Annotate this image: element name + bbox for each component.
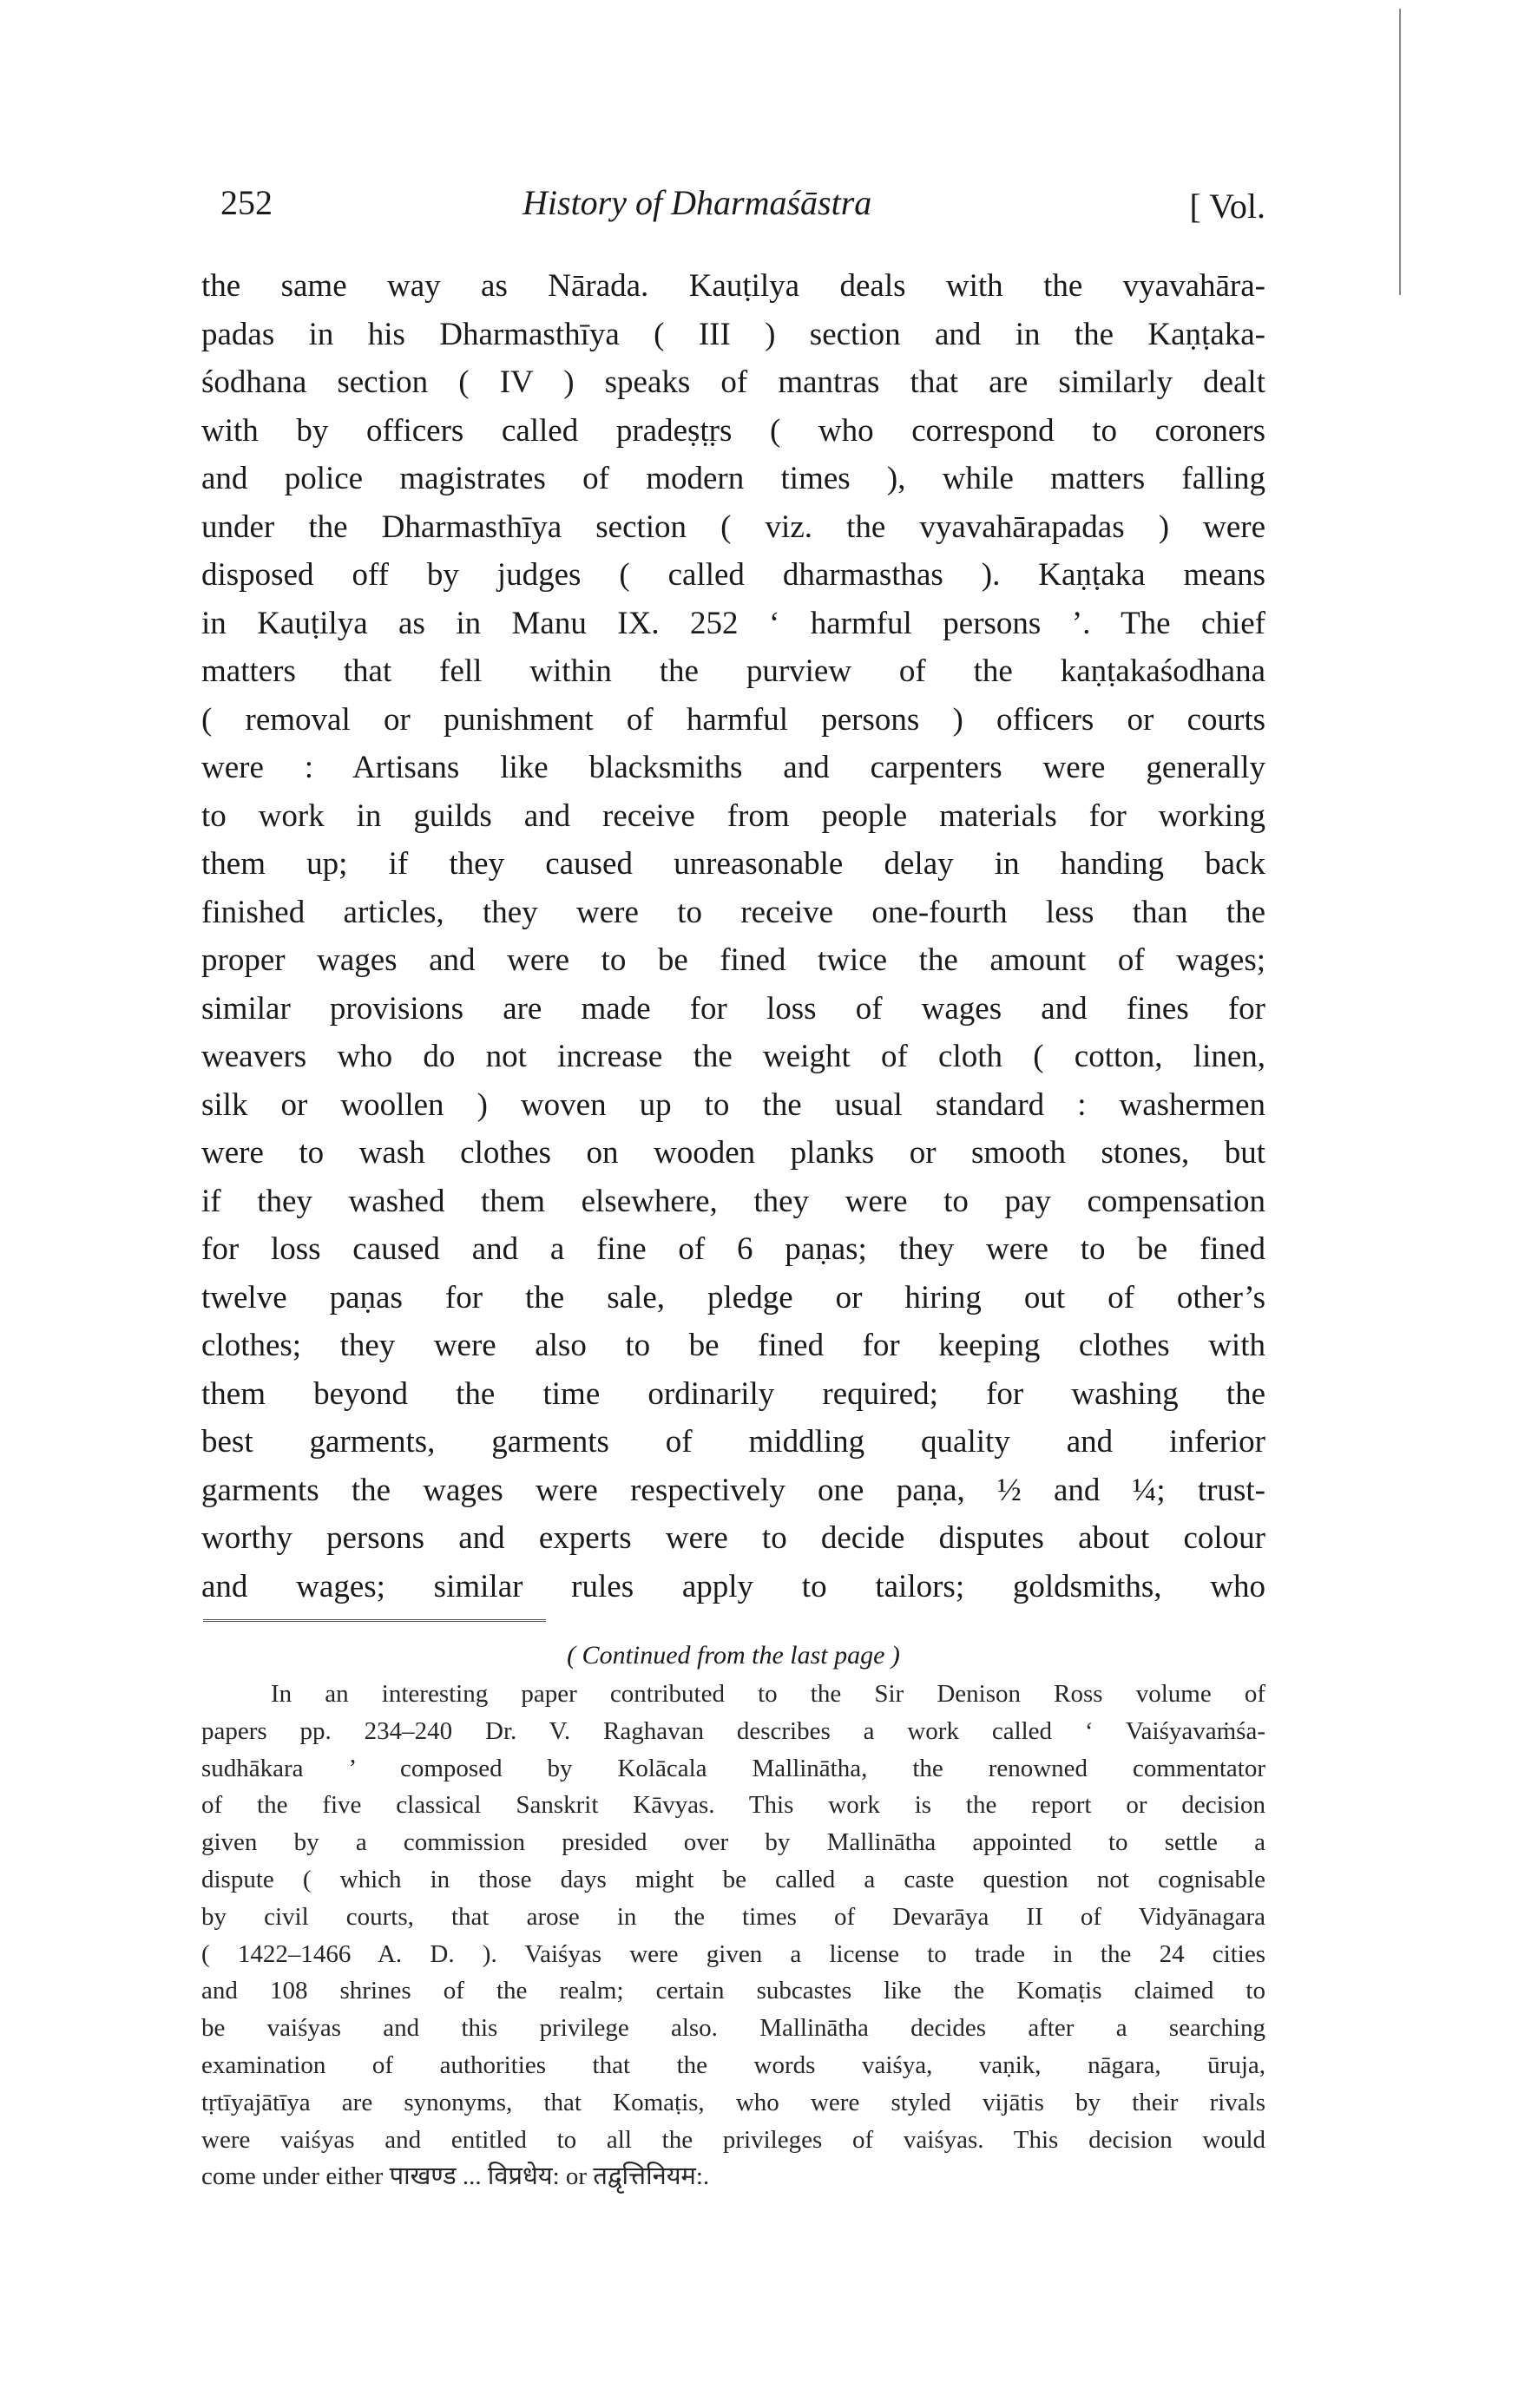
running-title: History of Dharmaśāstra [523, 183, 872, 222]
scan-margin-line [1399, 9, 1401, 295]
volume-label: [ Vol. [1189, 187, 1265, 226]
page-number: 252 [220, 183, 273, 222]
text-line: best garments, garments of middling quality and inferior [201, 1424, 1265, 1460]
footnote-line: In an interesting paper contributed to the Sir Denison Ross volume of [271, 1680, 1265, 1708]
text-line: to work in guilds and receive from people materials for working [201, 797, 1265, 834]
text-line: proper wages and were to be fined twice the amount of wages; [201, 942, 1265, 978]
text-line: were to wash clothes on wooden planks or smooth stones, but [201, 1135, 1265, 1171]
text-line: worthy persons and experts were to decide disputes about colour [201, 1520, 1265, 1556]
text-line: ( removal or punishment of harmful persons ) officers or courts [201, 701, 1265, 738]
text-line: finished articles, they were to receive one-fourth less than the [201, 894, 1265, 930]
footnote-line: of the five classical Sanskrit Kāvyas. This work is the report or decision [201, 1791, 1265, 1820]
text-line: padas in his Dharmasthīya ( III ) section and in the Kaṇṭaka- [201, 316, 1265, 352]
text-line: garments the wages were respectively one paṇa, ½ and ¼; trust- [201, 1472, 1265, 1508]
footnote-line: and 108 shrines of the realm; certain subcastes like the Komaṭis claimed to [201, 1977, 1265, 2005]
text-line: the same way as Nārada. Kauṭilya deals with the vyavahāra- [201, 268, 1265, 304]
footnote-line: examination of authorities that the words vaiśya, vaṇik, nāgara, ūruja, [201, 2050, 1265, 2079]
text-line: clothes; they were also to be fined for keeping clothes with [201, 1328, 1265, 1363]
footnote-line: ( 1422–1466 A. D. ). Vaiśyas were given a license to trade in the 24 cities [201, 1939, 1265, 1968]
running-head [201, 182, 1265, 234]
footnote-line: dispute ( which in those days might be called a caste question not cognisable [201, 1865, 1265, 1893]
text-line: and wages; similar rules apply to tailors; goldsmiths, who [201, 1568, 1265, 1604]
text-line: śodhana section ( IV ) speaks of mantras that are similarly dealt [201, 364, 1265, 400]
text-line: with by officers called pradeṣṭṛs ( who correspond to coroners [201, 412, 1265, 449]
text-line: silk or woollen ) woven up to the usual standard : washermen [201, 1086, 1265, 1123]
text-line: matters that fell within the purview of the kaṇṭakaśodhana [201, 653, 1265, 689]
main-text [201, 262, 1265, 1611]
text-line: in Kauṭilya as in Manu IX. 252 ‘ harmful persons ’. The chief [201, 605, 1265, 641]
text-line: for loss caused and a fine of 6 paṇas; they were to be fined [201, 1231, 1265, 1267]
text-line: were : Artisans like blacksmiths and carpenters were generally [201, 750, 1265, 785]
footnote-line: be vaiśyas and this privilege also. Mallinātha decides after a searching [201, 2014, 1265, 2043]
text-line: similar provisions are made for loss of wages and fines for [201, 990, 1265, 1027]
text-line: twelve paṇas for the sale, pledge or hiring out of other’s [201, 1279, 1265, 1316]
text-line: them up; if they caused unreasonable delay in handing back [201, 846, 1265, 882]
footnote [201, 1676, 1265, 2195]
footnote-line: come under either पाखण्ड ... विप्रधेय: or तद्वृत्तिनियम:. [201, 2162, 710, 2191]
footnote-line: papers pp. 234–240 Dr. V. Raghavan describes a work called ‘ Vaiśyavaṁśa- [201, 1716, 1265, 1745]
footnote-continued-label: ( Continued from the last page ) [567, 1641, 900, 1670]
footnote-divider [203, 1619, 546, 1622]
footnote-line: were vaiśyas and entitled to all the privileges of vaiśyas. This decision would [201, 2125, 1265, 2154]
book-page [201, 182, 1265, 2195]
text-line: them beyond the time ordinarily required; for washing the [201, 1375, 1265, 1412]
footnote-line: sudhākara ’ composed by Kolācala Mallinātha, the renowned commentator [201, 1754, 1265, 1782]
text-line: disposed off by judges ( called dharmasthas ). Kaṇṭaka means [201, 557, 1265, 593]
text-line: weavers who do not increase the weight of cloth ( cotton, linen, [201, 1039, 1265, 1074]
footnote-line: given by a commission presided over by Mallinātha appointed to settle a [201, 1828, 1265, 1857]
footnote-line: tṛtīyajātīya are synonyms, that Komaṭis, who were styled vijātis by their rivals [201, 2088, 1265, 2116]
text-line: and police magistrates of modern times ), while matters falling [201, 461, 1265, 496]
footnote-line: by civil courts, that arose in the times of Devarāya II of Vidyānagara [201, 1902, 1265, 1931]
text-line: if they washed them elsewhere, they were to pay compensation [201, 1183, 1265, 1219]
text-line: under the Dharmasthīya section ( viz. the vyavahārapadas ) were [201, 509, 1265, 545]
